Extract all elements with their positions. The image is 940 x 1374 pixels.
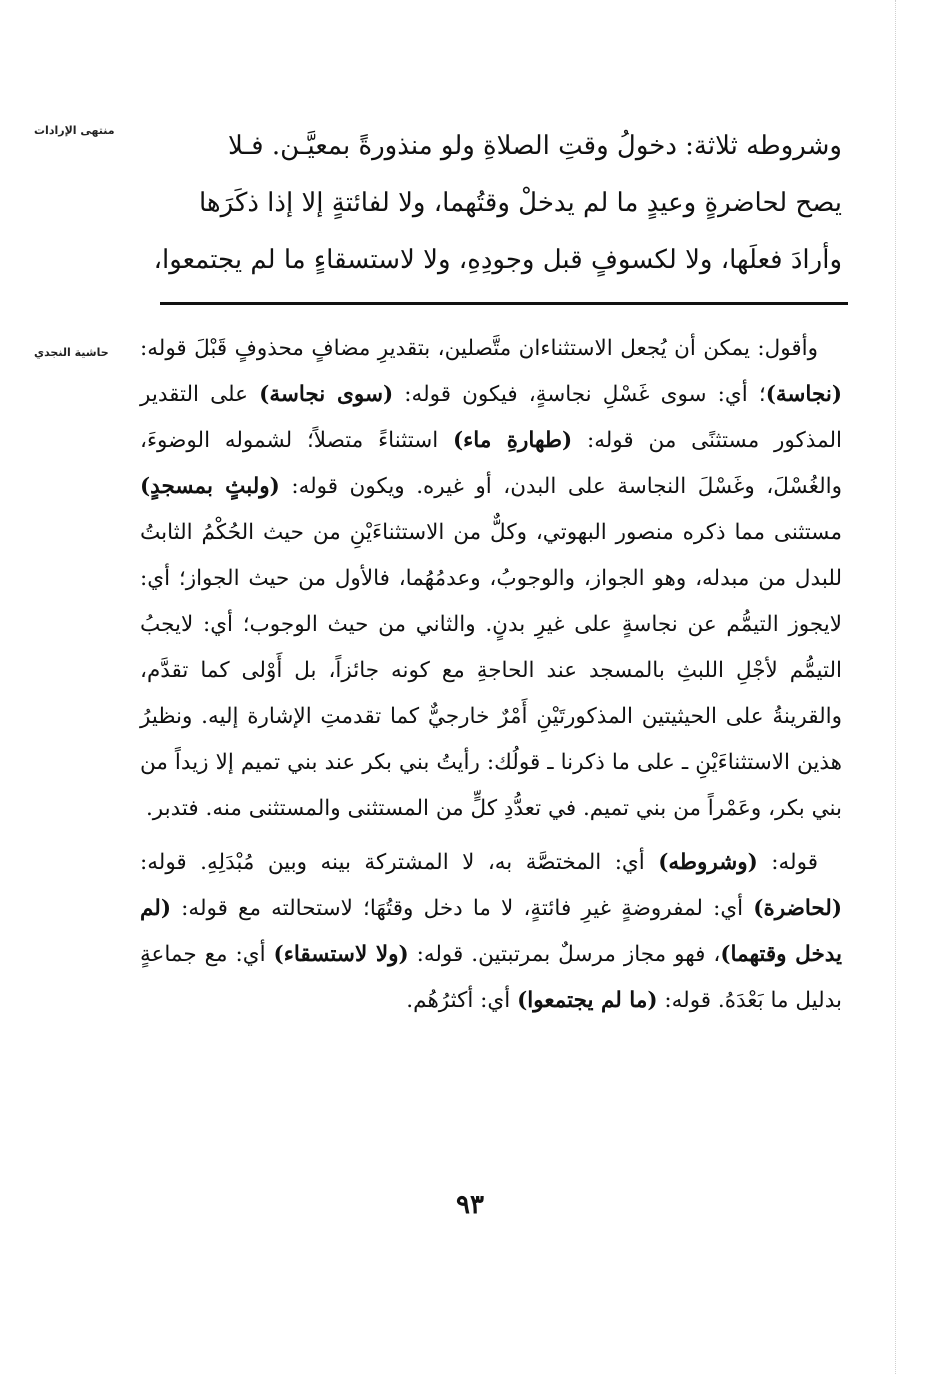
commentary-text: استثناءً متصلاً؛ لشموله الوضوءَ، والغُسْلَ، وغَسْلَ النجاسة على البدن، أو غيره. ويكون قوله: — [140, 428, 842, 499]
margin-label-main-text: منتهى الإرادات — [34, 124, 115, 137]
main-text-block — [140, 118, 842, 289]
commentary-text: ، فهو مجاز مرسلٌ بمرتبتين. قوله: — [408, 942, 721, 967]
quoted-term: (لم يدخل وقتهما) — [140, 896, 843, 967]
quoted-term: (وشروطه) — [658, 850, 758, 875]
quoted-term: (ولا لاستسقاء) — [273, 942, 409, 967]
page-number: ٩٣ — [456, 1190, 484, 1220]
commentary-paragraph-1 — [140, 326, 842, 832]
main-text-line: وشروطه ثلاثة: دخولُ وقتِ الصلاةِ ولو منذورةً بمعيَّـن. فـلا — [228, 131, 842, 161]
quoted-term: (سوى نجاسة) — [259, 382, 394, 407]
margin-label-commentary: حاشية النجدي — [34, 346, 109, 359]
quoted-term: (ما لم يجتمعوا) — [517, 988, 658, 1013]
main-text-line: يصح لحاضرةٍ وعيدٍ ما لم يدخلْ وقتُهما، ولا لفائتةٍ إلا إذا ذكَرَها — [198, 188, 842, 218]
section-divider — [160, 302, 848, 305]
commentary-text: وأقول: يمكن أن يُجعل الاستثناءان متَّصلين، بتقديرِ مضافٍ محذوفٍ قَبْلَ قوله: — [140, 336, 818, 361]
quoted-term: (لحاضرة) — [753, 896, 842, 921]
commentary-text: مستثنى مما ذكره منصور البهوتي، وكلٌّ من الاستثناءَيْنِ من حيث الحُكْمُ الثابتُ للبدل من مبدله، وهو الجواز، والوجوبُ، وعدمُهُما، فالأول من حيث الجواز؛ أي: لايجوز التيمُّم عن نجاسةٍ على غيرِ بدنٍ. والثاني من حيث الوجوب؛ أي: لايجبُ التيمُّم لأجْلِ اللبثِ بالمسجد عند الحاجةِ مع كونه جائزاً، بل أَوْلى كما تقدَّم، والقرينةُ على الحيثيتين المذكورتَيْنِ أَمْرٌ خارجيٌّ كما تقدمتِ الإشارة إليه. ونظيرُ هذين الاستثناءَيْنِ ـ على ما ذكرنا ـ قولُك: رأيتُ بني بكر عند بني تميم إلا زيداً من بني بكر، وعَمْراً من بني تميم. في تعدُّدِ كلٍّ من المستثنى والمستثنى منه. فتدبر. — [140, 520, 842, 821]
quoted-term: (ولبثٍ بمسجدٍ) — [140, 474, 280, 499]
commentary-text: أي: المختصَّة به، لا المشتركة بينه وبين مُبْدَلِهِ. قوله: — [140, 850, 659, 875]
commentary-text: ؛ أي: سوى غَسْلِ نجاسةٍ، فيكون قوله: — [393, 382, 766, 407]
commentary-block — [140, 326, 842, 1024]
commentary-text: أي: مع جماعةٍ بدليل ما بَعْدَهُ. قوله: — [140, 942, 842, 1013]
commentary-text: على التقدير المذكور مستثنًى من قوله: — [140, 382, 842, 453]
commentary-text: قوله: — [757, 850, 818, 875]
commentary-text: أي: أكثرُهُم. — [406, 988, 518, 1013]
commentary-text: أي: لمفروضةٍ غيرِ فائتةٍ، لا ما دخل وقتُهَا؛ لاستحالته مع قوله: — [171, 896, 754, 921]
quoted-term: (طهارةِ ماء) — [452, 428, 573, 453]
quoted-term: (نجاسة) — [765, 382, 842, 407]
page-edge-mark — [894, 0, 896, 1374]
commentary-paragraph-2 — [140, 840, 842, 1024]
main-text-line: وأرادَ فعلَها، ولا لكسوفٍ قبل وجودِهِ، ولا لاستسقاءٍ ما لم يجتمعوا، — [153, 245, 842, 275]
